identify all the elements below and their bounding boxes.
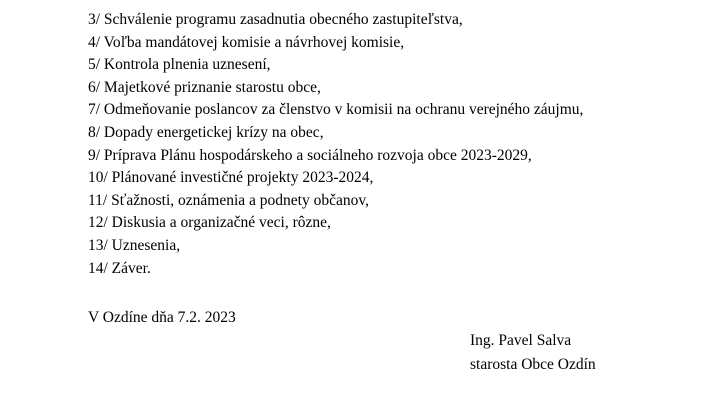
- agenda-item: 11/ Sťažnosti, oznámenia a podnety občanov,: [88, 191, 369, 209]
- agenda-item: 12/ Diskusia a organizačné veci, rôzne,: [88, 214, 331, 232]
- agenda-item: 7/ Odmeňovanie poslancov za členstvo v komisii na ochranu verejného záujmu,: [88, 101, 584, 119]
- agenda-item: 5/ Kontrola plnenia uznesení,: [88, 56, 271, 74]
- clipped-previous-line: [162, 0, 348, 2]
- agenda-item: 4/ Voľba mandátovej komisie a návrhovej komisie,: [88, 33, 405, 51]
- signature-block: [470, 329, 596, 377]
- agenda-item: 8/ Dopady energetickej krízy na obec,: [88, 123, 324, 141]
- agenda-item: 9/ Príprava Plánu hospodárskeho a sociálneho rozvoja obce 2023-2029,: [88, 146, 532, 164]
- agenda-item: 3/ Schválenie programu zasadnutia obecného zastupiteľstva,: [88, 11, 463, 28]
- agenda-item: 10/ Plánované investičné projekty 2023-2024,: [88, 169, 374, 187]
- agenda-list: [88, 9, 583, 280]
- signatory-title: starosta Obce Ozdín: [470, 356, 596, 373]
- agenda-item: 14/ Záver.: [88, 259, 151, 277]
- place-and-date: V Ozdíne dňa 7.2. 2023: [88, 309, 236, 326]
- signatory-name: Ing. Pavel Salva: [470, 332, 572, 349]
- agenda-item: 13/ Uznesenia,: [88, 236, 181, 254]
- agenda-item: 6/ Majetkové priznanie starostu obce,: [88, 78, 321, 96]
